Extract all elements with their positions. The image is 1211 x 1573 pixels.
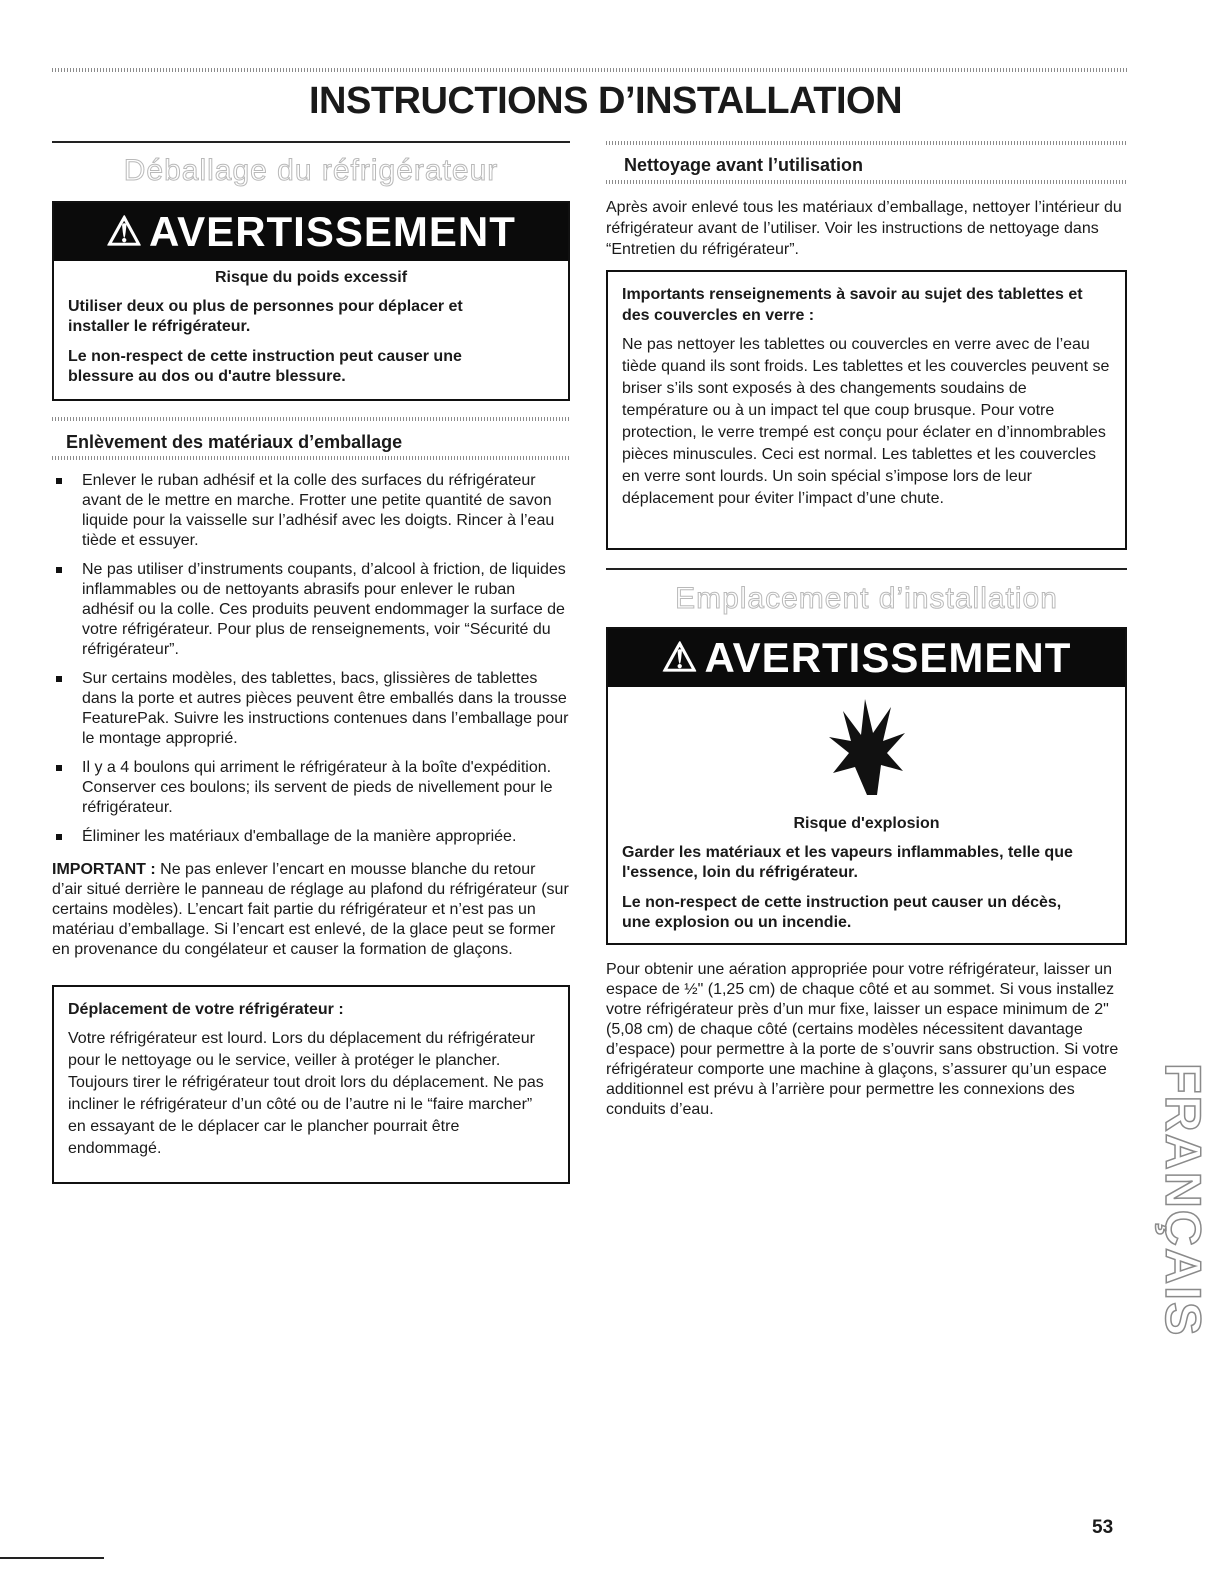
bullet-square-icon <box>56 834 62 840</box>
list-item <box>52 758 570 818</box>
list-item-text: Enlever le ruban adhésif et la colle des surfaces du réfrigérateur avant de le mettre en marche. Frotter une petite quantité de savon liquide pour la vaisselle sur l’adhésif avec les doigts. Rincer à l’eau tiède et essuyer. <box>82 472 555 549</box>
list-item-text: Éliminer les matériaux d'emballage de la manière appropriée. <box>82 828 517 845</box>
francais-side-tab <box>1150 1063 1211 1353</box>
important-label: IMPORTANT : <box>52 861 156 878</box>
top-dotted-rule <box>52 68 1127 72</box>
bullet-square-icon <box>56 676 62 682</box>
removal-heading: Enlèvement des matériaux d’emballage <box>66 432 403 452</box>
warning-header <box>608 629 1125 687</box>
side-tab-label: FRANÇAIS <box>1155 1063 1211 1338</box>
moving-info-title: Déplacement de votre réfrigérateur : <box>68 1001 344 1018</box>
warning-line: Le non-respect de cette instruction peut causer une blessure au dos ou d'autre blessure. <box>68 348 462 385</box>
warning-header-label: AVERTISSEMENT <box>148 208 516 255</box>
page-number: 53 <box>1092 1517 1114 1538</box>
right-section-heading: Emplacement d’installation <box>675 582 1058 615</box>
cleaning-text: Après avoir enlevé tous les matériaux d’emballage, nettoyer l’intérieur du réfrigérateur avant de l’utiliser. Voir les instructions de nettoyage dans “Entretien du réfrigérateur”. <box>606 199 1122 258</box>
list-item <box>52 669 570 749</box>
important-text: Ne pas enlever l’encart en mousse blanche du retour d’air situé derrière le panneau de réglage au plafond du réfrigérateur (sur certains modèles). L’encart fait partie du réfrigérateur et n’est pas un matériau d’emballage. Si l’encart est enlevé, de la glace peut se former en provenance du congélateur et causer la formation de glaçons. <box>52 861 569 958</box>
important-note <box>52 860 570 960</box>
warning-triangle-icon: ⚠ <box>661 636 699 680</box>
warning-header-label: AVERTISSEMENT <box>704 634 1072 681</box>
weight-warning-box <box>52 201 570 401</box>
explosion-warning-box <box>606 627 1127 945</box>
warning-header <box>54 203 568 261</box>
glass-info-title: Importants renseignements à savoir au sujet des tablettes et des couvercles en verre : <box>622 286 1083 324</box>
explosion-icon <box>608 687 1125 807</box>
bottom-rule <box>0 1557 104 1559</box>
list-item-text: Ne pas utiliser d’instruments coupants, d’alcool à friction, de liquides inflammables ou de nettoyants abrasifs pour enlever le ruban adhésif ou la colle. Ces produits peuvent endommager la surface de votre réfrigérateur. Pour plus de renseignements, voir “Sécurité du réfrigérateur”. <box>82 561 566 658</box>
list-item <box>52 827 570 847</box>
list-item-text: Sur certains modèles, des tablettes, bacs, glissières de tablettes dans la porte et autres pièces peuvent être emballés dans la trousse FeaturePak. Suivre les instructions contenues dans l’emballage pour le montage approprié. <box>82 670 569 747</box>
bullet-square-icon <box>56 567 62 573</box>
bullet-square-icon <box>56 478 62 484</box>
list-item <box>52 471 570 551</box>
removal-bullet-list <box>52 471 570 856</box>
glass-info-text: Ne pas nettoyer les tablettes ou couvercles en verre avec de l’eau tiède quand ils sont froids. Les tablettes et les couvercles peuvent se briser s’ils sont exposés à des changements soudains de température ou à un impact tel que coup brusque. Pour votre protection, le verre trempé est conçu pour éclater en d’innombrables pièces minuscules. Ceci est normal. Les tablettes et les couvercles en verre sont lourds. Un soin spécial s’impose lors de leur déplacement pour éviter l’impact d’une chute. <box>622 336 1110 507</box>
warning-risk-title: Risque d'explosion <box>793 815 940 832</box>
right-section-rule <box>606 568 1127 570</box>
warning-triangle-icon: ⚠ <box>106 210 143 254</box>
location-text: Pour obtenir une aération appropriée pour votre réfrigérateur, laisser un espace de ½" (1,25 cm) de chaque côté et au sommet. Si vous installez votre réfrigérateur près d’un mur fixe, laisser un espace minimum de 2" (5,08 cm) de chaque côté (certains modèles nécessitent davantage d’espace) pour permettre à la porte de s’ouvrir sans obstruction. Si votre réfrigérateur comporte une machine à glaçons, s’assurer qu’un espace additionnel est prévu à l’arrière pour permettre les connexions des conduits d’eau. <box>606 961 1119 1118</box>
glass-info-box <box>606 270 1127 550</box>
left-section-heading: Déballage du réfrigérateur <box>123 154 499 187</box>
warning-line: Garder les matériaux et les vapeurs inflammables, telle que l'essence, loin du réfrigérateur. <box>622 844 1073 881</box>
warning-line: Utiliser deux ou plus de personnes pour déplacer et installer le réfrigérateur. <box>68 298 463 335</box>
page-title: INSTRUCTIONS D’INSTALLATION <box>308 80 903 122</box>
moving-info-box <box>52 985 570 1184</box>
bullet-square-icon <box>56 765 62 771</box>
dotted-rule <box>52 417 570 421</box>
list-item-text: Il y a 4 boulons qui arriment le réfrigérateur à la boîte d'expédition. Conserver ces boulons; ils servent de pieds de nivellement pour le réfrigérateur. <box>82 759 553 816</box>
list-item <box>52 560 570 660</box>
dotted-rule <box>606 141 1127 145</box>
cleaning-heading: Nettoyage avant l’utilisation <box>624 155 864 175</box>
moving-info-text: Votre réfrigérateur est lourd. Lors du déplacement du réfrigérateur pour le nettoyage ou le service, veiller à protéger le plancher. Toujours tirer le réfrigérateur tout droit lors du déplacement. Ne pas incliner le réfrigérateur d’un côté ou de l’autre ni le “faire marcher” en essayant de le déplacer car le plancher pourrait être endommagé. <box>68 1030 544 1157</box>
left-section-rule <box>52 141 570 143</box>
dotted-rule <box>606 180 1127 184</box>
warning-line: Le non-respect de cette instruction peut causer un décès, une explosion ou un incendie. <box>622 894 1062 931</box>
warning-risk-title: Risque du poids excessif <box>214 269 408 286</box>
dotted-rule <box>52 456 570 460</box>
